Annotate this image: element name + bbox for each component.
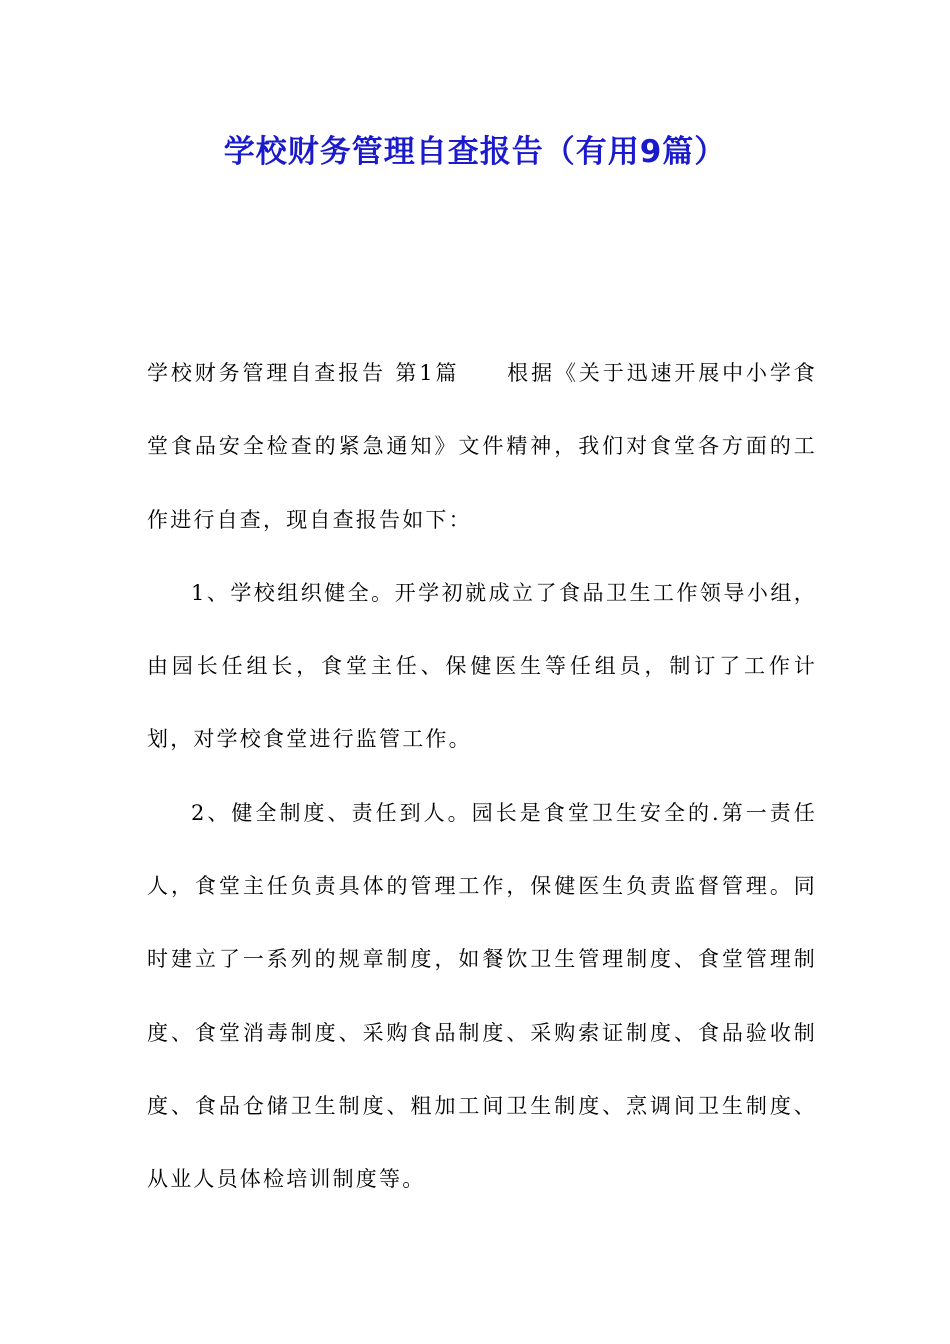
paragraph-item-1: 1、学校组织健全。开学初就成立了食品卫生工作领导小组，由园长任组长，食堂主任、保健医生等任组员，制订了工作计划，对学校食堂进行监管工作。 (147, 580, 817, 752)
paragraph-item-2: 2、健全制度、责任到人。园长是食堂卫生安全的.第一责任人，食堂主任负责具体的管理工作，保健医生负责监督管理。同时建立了一系列的规章制度，如餐饮卫生管理制度、食堂管理制度、食堂消毒制度、采购食品制度、采购索证制度、食品验收制度、食品仓储卫生制度、粗加工间卫生制度、烹调间卫生制度、从业人员体检培训制度等。 (147, 800, 817, 1192)
paragraph-intro: 学校财务管理自查报告 第1篇 根据《关于迅速开展中小学食堂食品安全检查的紧急通知》文件精神，我们对食堂各方面的工作进行自查，现自查报告如下： (147, 361, 817, 532)
document-title: 学校财务管理自查报告（有用9篇） (223, 134, 727, 170)
document-body (147, 337, 817, 1217)
